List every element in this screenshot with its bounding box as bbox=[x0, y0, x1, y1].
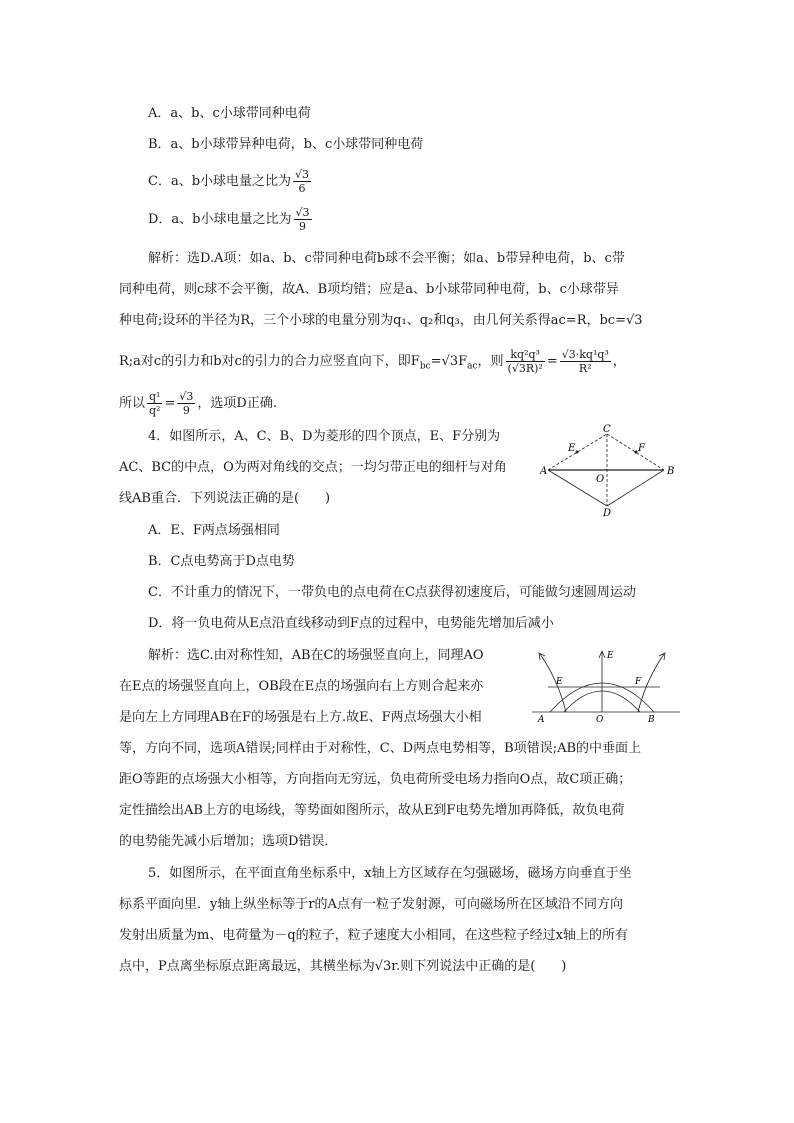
q3-option-c bbox=[148, 168, 313, 195]
label-e: E bbox=[568, 443, 576, 454]
q3-solution-line-4 bbox=[119, 348, 626, 377]
label-e: E bbox=[556, 677, 563, 687]
label-b: B bbox=[667, 466, 675, 477]
q4-solution-line-2: 在E点的场强竖直向上，OB段在E点的场强向右上方则合起来亦 bbox=[119, 679, 484, 694]
rhombus-figure bbox=[540, 424, 680, 516]
q4-solution-line-3: 是向左上方同理AB在F的场强是右上方.故E、F两点场强大小相 bbox=[119, 710, 482, 725]
q5-stem-line-3: 发射出质量为m、电荷量为－q的粒子，粒子速度大小相同，在这些粒子经过x轴上的所有 bbox=[119, 928, 628, 943]
fraction-denominator: R² bbox=[578, 362, 592, 375]
field-lines-figure bbox=[528, 646, 682, 724]
text-segment: ，则 bbox=[477, 354, 504, 369]
fraction-denominator: q² bbox=[149, 404, 161, 417]
q4-solution-line-4: 等，方向不同，选项A错误;同样由于对称性，C、D两点电势相等，B项错误;AB的中垂面上 bbox=[119, 741, 642, 756]
label-f: F bbox=[635, 677, 642, 687]
q3-solution-line-5 bbox=[119, 390, 277, 417]
q4-stem-line-3: 线AB重合．下列说法正确的是( ) bbox=[119, 491, 331, 506]
q3-option-d-text: D．a、b小球电量之比为 bbox=[148, 212, 292, 227]
q3-option-d bbox=[148, 206, 314, 233]
q3-option-b: B．a、b小球带异种电荷，b、c小球带同种电荷 bbox=[148, 137, 424, 152]
fraction-numerator: kq²q³ bbox=[506, 348, 545, 362]
q3-solution-line-1: 解析：选D.A项：如a、b、c带同种电荷b球不会平衡；如a、b带异种电荷，b、c带 bbox=[148, 251, 625, 266]
equation-fraction-1 bbox=[506, 348, 545, 375]
text-segment: R;a对c的引力和b对c的引力的合力应竖直向下，即F bbox=[119, 354, 420, 369]
text-segment: =√3F bbox=[430, 354, 468, 369]
fraction-numerator: √3 bbox=[295, 206, 310, 219]
label-a: A bbox=[538, 715, 545, 724]
text-segment: ， bbox=[612, 354, 626, 369]
q4-stem-line-2: AC、BC的中点，O为两对角线的交点；一均匀带正电的细杆与对角 bbox=[119, 460, 507, 475]
fraction-numerator: √3·kq¹q³ bbox=[561, 348, 609, 361]
q3-option-c-text: C．a、b小球电量之比为 bbox=[148, 174, 292, 189]
point-e-dot bbox=[576, 451, 579, 454]
q3-option-c-fraction bbox=[293, 168, 311, 195]
q3-option-d-fraction bbox=[294, 206, 312, 233]
q3-solution-line-3: 种电荷;设环的半径为R，三个小球的电量分别为q₁、q₂和q₃，由几何关系得ac=R，bc=√3 bbox=[119, 313, 643, 328]
q4-option-a: A．E、F两点场强相同 bbox=[148, 523, 280, 538]
q4-solution-line-5: 距O等距的点场强大小相等，方向指向无穷远，负电荷所受电场力指向O点，故C项正确； bbox=[119, 772, 632, 787]
rhombus-edge-db bbox=[607, 470, 664, 506]
q4-solution-line-1: 解析：选C.由对称性知，AB在C的场强竖直向上，同理AO bbox=[148, 648, 484, 663]
ratio-fraction-1 bbox=[147, 390, 162, 417]
q4-option-d: D．将一负电荷从E点沿直线移动到F点的过程中，电势能先增加后减小 bbox=[148, 616, 554, 631]
subscript: bc bbox=[419, 361, 431, 372]
q5-stem-line-1: 5．如图所示，在平面直角坐标系中，x轴上方区域存在匀强磁场，磁场方向垂直于坐 bbox=[148, 866, 632, 881]
fraction-numerator: √3 bbox=[295, 168, 310, 181]
label-c: C bbox=[603, 424, 611, 435]
fraction-numerator: q¹ bbox=[149, 390, 161, 403]
equation-fraction-2 bbox=[560, 348, 611, 375]
label-o: O bbox=[596, 474, 605, 485]
q4-solution-line-6: 定性描绘出AB上方的电场线，等势面如图所示，故从E到F电势先增加再降低，故负电荷 bbox=[119, 803, 625, 818]
q5-stem-line-4: 点中，P点离坐标原点距离最远，其横坐标为√3r.则下列说法中正确的是( ) bbox=[119, 959, 567, 974]
q4-solution-line-7: 的电势能先减小后增加；选项D错误． bbox=[119, 834, 338, 849]
ratio-fraction-2 bbox=[177, 390, 195, 417]
equals-sign: = bbox=[546, 354, 558, 369]
q4-option-b: B．C点电势高于D点电势 bbox=[148, 554, 295, 569]
equals-sign: = bbox=[164, 396, 176, 411]
fraction-denominator: (√3R)² bbox=[507, 362, 543, 375]
fraction-denominator: 6 bbox=[298, 182, 306, 195]
q4-option-c: C．不计重力的情况下，一带负电的点电荷在C点获得初速度后，可能做匀速圆周运动 bbox=[148, 585, 636, 600]
text-segment: 所以 bbox=[119, 396, 146, 411]
q4-stem-line-1: 4．如图所示，A、C、B、D为菱形的四个顶点，E、F分别为 bbox=[148, 429, 501, 444]
label-e-field: E bbox=[607, 651, 614, 661]
text-segment: ，选项D正确. bbox=[197, 396, 277, 411]
q5-stem-line-2: 标系平面向里．y轴上纵坐标等于r的A点有一粒子发射源，可向磁场所在区域沿不同方向 bbox=[119, 897, 623, 912]
label-d: D bbox=[603, 508, 612, 516]
q3-option-a: A．a、b、c小球带同种电荷 bbox=[148, 106, 311, 121]
q3-solution-line-2: 同种电荷，则c球不会平衡，故A、B项均错；应是a、b小球带同种电荷，b、c小球带异 bbox=[119, 282, 619, 297]
field-line-right bbox=[638, 654, 664, 712]
fraction-numerator: √3 bbox=[179, 390, 194, 403]
fraction-denominator: 9 bbox=[299, 220, 306, 233]
fraction-denominator: 9 bbox=[182, 404, 190, 417]
label-f: F bbox=[638, 443, 645, 454]
subscript: ac bbox=[467, 361, 478, 372]
label-b: B bbox=[648, 715, 655, 724]
label-o: O bbox=[596, 715, 604, 724]
label-a: A bbox=[540, 466, 548, 477]
